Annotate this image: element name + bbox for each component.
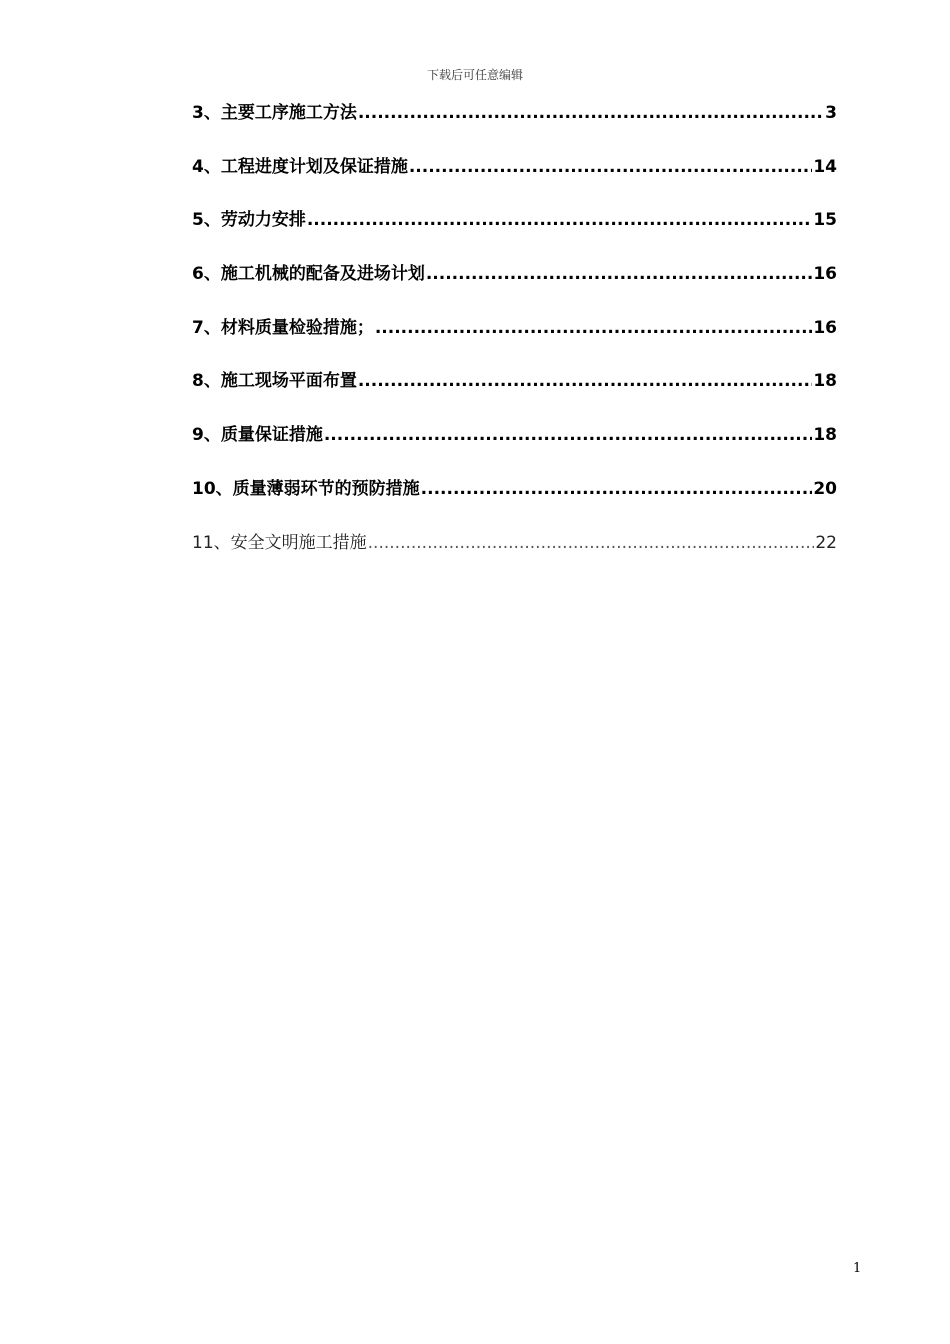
toc-entry-number: 8、 [192, 371, 221, 392]
toc-entry[interactable] [192, 152, 837, 206]
toc-entry-page: 22 [815, 532, 837, 553]
toc-leader-dots [358, 371, 812, 391]
toc-entry-title: 质量薄弱环节的预防措施 [232, 478, 420, 499]
toc-entry-title: 安全文明施工措施 [230, 532, 367, 553]
toc-entry-number: 7、 [192, 317, 221, 338]
toc-entry-title: 施工现场平面布置 [220, 371, 357, 392]
toc-entry-number: 11、 [192, 532, 231, 553]
toc-leader-dots [324, 425, 812, 445]
toc-entry-number: 10、 [192, 478, 233, 499]
toc-entry-number: 5、 [192, 210, 221, 231]
toc-leader-dots [426, 264, 812, 284]
toc-entry-title: 劳动力安排 [220, 210, 306, 231]
toc-entry-page: 3 [825, 103, 837, 123]
toc-entry-page: 18 [813, 371, 837, 392]
toc-leader-dots [307, 210, 812, 230]
toc-entry-page: 20 [813, 478, 837, 499]
toc-entry-title: 材料质量检验措施； [220, 317, 374, 338]
toc-entry-page: 15 [813, 210, 837, 231]
toc-entry[interactable] [192, 528, 837, 582]
toc-leader-dots [368, 533, 815, 553]
table-of-contents [192, 98, 837, 581]
toc-leader-dots [358, 103, 824, 123]
toc-entry-page: 16 [813, 317, 837, 338]
toc-entry-title: 主要工序施工方法 [220, 103, 357, 123]
page-number: 1 [853, 1261, 862, 1276]
toc-entry-page: 16 [813, 264, 837, 285]
toc-entry-number: 6、 [192, 264, 221, 285]
toc-entry-number: 3、 [192, 103, 221, 123]
toc-entry[interactable] [192, 98, 837, 152]
toc-entry-page: 18 [813, 425, 837, 446]
toc-leader-dots [421, 479, 813, 499]
toc-entry[interactable] [192, 205, 837, 259]
toc-entry[interactable] [192, 259, 837, 313]
toc-entry-title: 工程进度计划及保证措施 [220, 156, 408, 177]
toc-entry[interactable] [192, 474, 837, 528]
toc-leader-dots [375, 318, 812, 338]
toc-entry-number: 4、 [192, 156, 221, 177]
toc-entry[interactable] [192, 366, 837, 420]
toc-leader-dots [409, 157, 812, 177]
toc-entry-number: 9、 [192, 425, 221, 446]
toc-entry-page: 14 [813, 156, 837, 177]
toc-entry-title: 施工机械的配备及进场计划 [220, 264, 425, 285]
toc-entry[interactable] [192, 313, 837, 367]
header-note: 下载后可任意编辑 [426, 68, 523, 82]
toc-entry[interactable] [192, 420, 837, 474]
toc-entry-title: 质量保证措施 [220, 425, 323, 446]
